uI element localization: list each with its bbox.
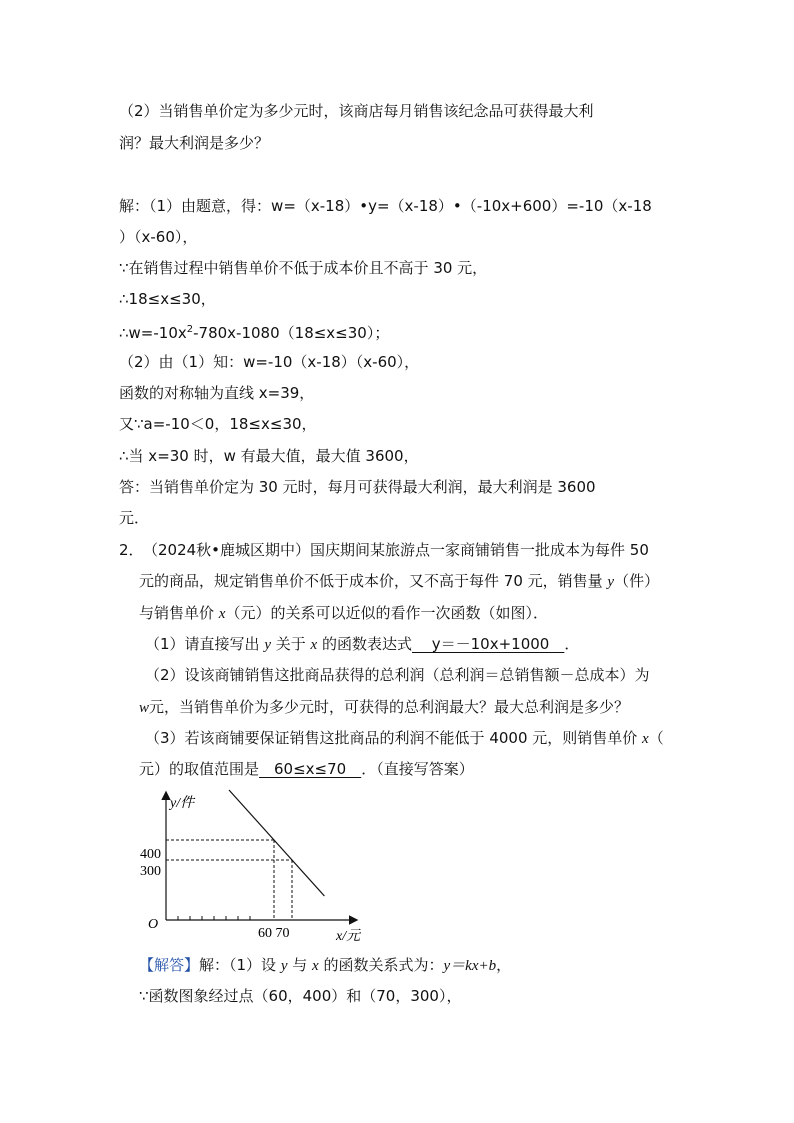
- x-axis-label: x/元: [336, 929, 361, 944]
- question-2-line-2: 润？最大利润是多少？: [119, 134, 270, 152]
- problem-2-line-2: [139, 571, 659, 592]
- solution-line-8: 又∵a=-10＜0，18≤x≤30，: [119, 415, 317, 433]
- exponent: 2: [186, 324, 194, 335]
- y-axis-label: y/件: [170, 796, 195, 811]
- solution-line-4: ∴18≤x≤30，: [119, 290, 216, 308]
- problem-2-line-3: [139, 603, 548, 624]
- sub-question-1: [145, 634, 579, 655]
- text: （件）: [614, 572, 660, 590]
- origin-label: O: [148, 917, 159, 932]
- answer-function-expression: y＝－10x+1000: [411, 635, 565, 653]
- text: 元，当销售单价为多少元时，可获得的总利润最大？最大总利润是多少？: [149, 698, 630, 716]
- x-tick-labels: 60 70: [258, 926, 290, 941]
- answer-line-1: [139, 955, 511, 976]
- text: （3）若该商铺要保证销售这批商品的利润不能低于 4000 元，则销售单价: [145, 729, 643, 747]
- text: 与: [287, 956, 313, 974]
- sub-question-3-line-2: [139, 759, 474, 779]
- solution-line-7: 函数的对称轴为直线 x=39，: [119, 384, 315, 402]
- sub-question-2-line-1: （2）设该商铺销售这批商品获得的总利润（总利润＝总销售额－总成本）为: [145, 666, 650, 684]
- text: ．（直接写答案）: [361, 760, 474, 778]
- problem-2-line-1: （2024秋•鹿城区期中）国庆期间某旅游点一家商铺销售一批成本为每件 50: [143, 541, 649, 559]
- text: 关于: [270, 635, 311, 653]
- var-y: y: [264, 637, 271, 653]
- text: 的函数关系式为：: [318, 956, 444, 974]
- text: （元）的关系可以近似的看作一次函数（如图）．: [225, 604, 548, 622]
- sub-question-3-line-1: [145, 728, 664, 749]
- text: ，: [496, 956, 512, 974]
- solution-line-6: （2）由（1）知：w=-10（x-18）（x-60），: [119, 353, 420, 371]
- answer-tag: 【解答】: [139, 956, 200, 974]
- function-graph: [130, 785, 380, 945]
- var-x: x: [310, 637, 318, 653]
- text: 解：（1）设: [199, 956, 281, 974]
- solution-line-9: ∴当 x=30 时，w 有最大值，最大值 3600，: [119, 447, 419, 465]
- question-2-line-1: （2）当销售单价定为多少元时，该商店每月销售该纪念品可获得最大利: [119, 102, 594, 120]
- var-x: x: [642, 731, 649, 747]
- text: 与销售单价: [139, 604, 219, 622]
- solution-line-10: 答：当销售单价定为 30 元时，每月可获得最大利润，最大利润是 3600: [119, 478, 596, 496]
- solution-line-11: 元．: [119, 509, 150, 527]
- solution-line-2: ）（x-60），: [119, 228, 198, 246]
- answer-line-2: ∵函数图象经过点（60，400）和（70，300），: [139, 987, 462, 1005]
- solution-line-1: 解：（1）由题意，得：w=（x-18）•y=（x-18）•（-10x+600）=-10（x-18: [119, 197, 652, 215]
- text: 的函数表达式: [317, 635, 412, 653]
- solution-line-5: [119, 320, 389, 343]
- w-expression-prefix: ∴w=-10x: [119, 324, 187, 342]
- linear-function-line: [229, 790, 324, 896]
- y-tick-300: 300: [140, 864, 161, 879]
- answer-range: 60≤x≤70: [259, 760, 362, 778]
- formula: y＝kx+b: [443, 958, 497, 974]
- var-x: x: [218, 606, 226, 622]
- text: 元）的取值范围是: [139, 760, 260, 778]
- var-x: x: [312, 958, 319, 974]
- solution-line-3: ∵在销售过程中销售单价不低于成本价且不高于 30 元，: [119, 259, 488, 277]
- text: 元的商品，规定销售单价不低于成本价，又不高于每件 70 元，销售量: [139, 572, 608, 590]
- var-y: y: [280, 958, 288, 974]
- text: ．: [564, 635, 580, 653]
- var-y: y: [607, 574, 615, 590]
- problem-number: 2．: [119, 541, 144, 559]
- sub-question-2-line-2: [139, 697, 629, 718]
- var-w: w: [139, 700, 150, 716]
- text: （1）请直接写出: [145, 635, 265, 653]
- y-tick-400: 400: [140, 847, 161, 862]
- text: （: [648, 729, 664, 747]
- w-expression-suffix: -780x-1080（18≤x≤30）；: [193, 324, 390, 342]
